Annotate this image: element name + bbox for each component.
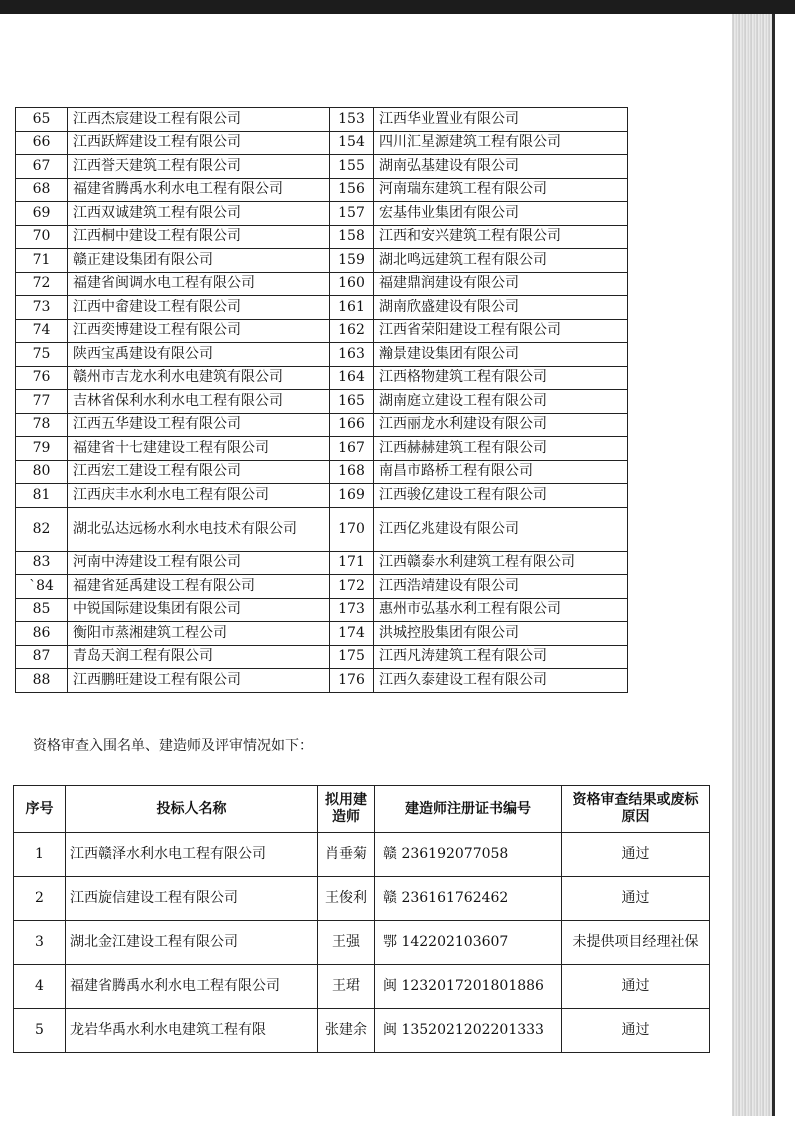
- row-number: 77: [16, 390, 68, 414]
- table-row: [16, 413, 628, 437]
- table-row: [16, 178, 628, 202]
- table-row: [16, 484, 628, 508]
- row-number: 176: [330, 669, 374, 693]
- header-cert: 建造师注册证书编号: [375, 786, 562, 833]
- row-number: 166: [330, 413, 374, 437]
- row-number: `84: [16, 575, 68, 599]
- row-number: 164: [330, 366, 374, 390]
- row-number: 85: [16, 598, 68, 622]
- company-name: 惠州市弘基水利工程有限公司: [374, 598, 628, 622]
- table-row: [16, 390, 628, 414]
- builder-cell: 王珺: [318, 965, 375, 1009]
- bidder-cell: 江西旋信建设工程有限公司: [66, 877, 318, 921]
- table-row: [16, 131, 628, 155]
- cert-cell: 鄂 142202103607: [375, 921, 562, 965]
- company-name: 河南中涛建设工程有限公司: [68, 551, 330, 575]
- company-name: 福建省十七建建设工程有限公司: [68, 437, 330, 461]
- company-name: 福建鼎润建设有限公司: [374, 272, 628, 296]
- row-number: 159: [330, 249, 374, 273]
- seq-cell: 5: [14, 1009, 66, 1053]
- company-name: 江西中畲建设工程有限公司: [68, 296, 330, 320]
- table-row: [16, 249, 628, 273]
- scan-binding-edge: [732, 14, 772, 1116]
- company-name: 江西省荣阳建设工程有限公司: [374, 319, 628, 343]
- row-number: 73: [16, 296, 68, 320]
- row-number: 174: [330, 622, 374, 646]
- company-name: 江西华业置业有限公司: [374, 108, 628, 132]
- company-name: 湖北弘达远杨水利水电技术有限公司: [68, 507, 330, 551]
- table-row: [16, 437, 628, 461]
- table-row: [16, 622, 628, 646]
- row-number: 75: [16, 343, 68, 367]
- row-number: 158: [330, 225, 374, 249]
- cert-cell: 闽 1232017201801886: [375, 965, 562, 1009]
- table-row: [16, 319, 628, 343]
- row-number: 80: [16, 460, 68, 484]
- company-name: 江西丽龙水利建设有限公司: [374, 413, 628, 437]
- table-row: [16, 108, 628, 132]
- company-name: 江西鹏旺建设工程有限公司: [68, 669, 330, 693]
- bidder-cell: 龙岩华禹水利水电建筑工程有限: [66, 1009, 318, 1053]
- company-name: 江西庆丰水利水电工程有限公司: [68, 484, 330, 508]
- row-number: 81: [16, 484, 68, 508]
- row-number: 160: [330, 272, 374, 296]
- table-row: [16, 296, 628, 320]
- table-row: [14, 877, 710, 921]
- company-name: 江西奕博建设工程有限公司: [68, 319, 330, 343]
- row-number: 70: [16, 225, 68, 249]
- header-bidder: 投标人名称: [66, 786, 318, 833]
- row-number: 153: [330, 108, 374, 132]
- result-cell: 通过: [562, 1009, 710, 1053]
- company-name: 福建省闽调水电工程有限公司: [68, 272, 330, 296]
- builder-cell: 肖垂菊: [318, 833, 375, 877]
- table-row: [16, 202, 628, 226]
- result-cell: 未提供项目经理社保: [562, 921, 710, 965]
- row-number: 170: [330, 507, 374, 551]
- row-number: 82: [16, 507, 68, 551]
- header-builder: 拟用建造师: [318, 786, 375, 833]
- table-row: [14, 921, 710, 965]
- builder-cell: 王俊利: [318, 877, 375, 921]
- company-name: 湖南庭立建设工程有限公司: [374, 390, 628, 414]
- company-name: 湖南弘基建设有限公司: [374, 155, 628, 179]
- row-number: 167: [330, 437, 374, 461]
- table-row: [16, 225, 628, 249]
- table-row: [16, 460, 628, 484]
- company-name: 吉林省保利水利水电工程有限公司: [68, 390, 330, 414]
- row-number: 171: [330, 551, 374, 575]
- scan-edge-line: [772, 14, 775, 1116]
- row-number: 168: [330, 460, 374, 484]
- header-row: [14, 786, 710, 833]
- company-name: 江西杰宸建设工程有限公司: [68, 108, 330, 132]
- company-name: 南昌市路桥工程有限公司: [374, 460, 628, 484]
- bidder-cell: 福建省腾禹水利水电工程有限公司: [66, 965, 318, 1009]
- company-name: 江西浩靖建设有限公司: [374, 575, 628, 599]
- company-name: 江西赫赫建筑工程有限公司: [374, 437, 628, 461]
- row-number: 154: [330, 131, 374, 155]
- company-name: 中锐国际建设集团有限公司: [68, 598, 330, 622]
- row-number: 165: [330, 390, 374, 414]
- row-number: 155: [330, 155, 374, 179]
- company-name: 福建省腾禹水利水电工程有限公司: [68, 178, 330, 202]
- row-number: 172: [330, 575, 374, 599]
- table-row: [14, 1009, 710, 1053]
- table-row: [16, 575, 628, 599]
- company-name: 湖北鸣远建筑工程有限公司: [374, 249, 628, 273]
- table-row: [16, 551, 628, 575]
- row-number: 156: [330, 178, 374, 202]
- row-number: 83: [16, 551, 68, 575]
- row-number: 162: [330, 319, 374, 343]
- table-row: [16, 155, 628, 179]
- row-number: 78: [16, 413, 68, 437]
- row-number: 66: [16, 131, 68, 155]
- company-name: 江西桐中建设工程有限公司: [68, 225, 330, 249]
- company-name: 江西久泰建设工程有限公司: [374, 669, 628, 693]
- table-row: [16, 272, 628, 296]
- company-name: 四川汇星源建筑工程有限公司: [374, 131, 628, 155]
- company-name: 江西格物建筑工程有限公司: [374, 366, 628, 390]
- section-intro: 资格审查入围名单、建造师及评审情况如下：: [33, 738, 313, 754]
- header-result: 资格审查结果或废标原因: [562, 786, 710, 833]
- row-number: 76: [16, 366, 68, 390]
- cert-cell: 赣 236161762462: [375, 877, 562, 921]
- company-name: 江西双诚建筑工程有限公司: [68, 202, 330, 226]
- seq-cell: 3: [14, 921, 66, 965]
- result-cell: 通过: [562, 965, 710, 1009]
- seq-cell: 2: [14, 877, 66, 921]
- company-name: 江西凡涛建筑工程有限公司: [374, 645, 628, 669]
- company-name: 江西赣泰水利建筑工程有限公司: [374, 551, 628, 575]
- table-row: [14, 833, 710, 877]
- bidder-list-table: [15, 107, 628, 693]
- result-cell: 通过: [562, 877, 710, 921]
- company-name: 江西和安兴建筑工程有限公司: [374, 225, 628, 249]
- seq-cell: 4: [14, 965, 66, 1009]
- row-number: 68: [16, 178, 68, 202]
- bidder-cell: 湖北金江建设工程有限公司: [66, 921, 318, 965]
- company-name: 江西骏亿建设工程有限公司: [374, 484, 628, 508]
- header-seq: 序号: [14, 786, 66, 833]
- company-name: 青岛天润工程有限公司: [68, 645, 330, 669]
- company-name: 河南瑞东建筑工程有限公司: [374, 178, 628, 202]
- row-number: 175: [330, 645, 374, 669]
- row-number: 67: [16, 155, 68, 179]
- table-row: [16, 669, 628, 693]
- company-name: 洪城控股集团有限公司: [374, 622, 628, 646]
- row-number: 65: [16, 108, 68, 132]
- row-number: 157: [330, 202, 374, 226]
- builder-cell: 王强: [318, 921, 375, 965]
- row-number: 161: [330, 296, 374, 320]
- qualification-review-table: [13, 785, 710, 1053]
- company-name: 江西跃辉建设工程有限公司: [68, 131, 330, 155]
- bidder-cell: 江西赣泽水利水电工程有限公司: [66, 833, 318, 877]
- result-cell: 通过: [562, 833, 710, 877]
- row-number: 87: [16, 645, 68, 669]
- scan-top-border: [0, 0, 795, 14]
- company-name: 江西宏工建设工程有限公司: [68, 460, 330, 484]
- table-row: [14, 965, 710, 1009]
- company-name: 衡阳市蒸湘建筑工程公司: [68, 622, 330, 646]
- row-number: 163: [330, 343, 374, 367]
- row-number: 72: [16, 272, 68, 296]
- company-name: 湖南欣盛建设有限公司: [374, 296, 628, 320]
- table-row: [16, 645, 628, 669]
- row-number: 86: [16, 622, 68, 646]
- table-row: [16, 343, 628, 367]
- row-number: 71: [16, 249, 68, 273]
- company-name: 赣州市吉龙水利水电建筑有限公司: [68, 366, 330, 390]
- builder-cell: 张建余: [318, 1009, 375, 1053]
- table-row: [16, 366, 628, 390]
- row-number: 169: [330, 484, 374, 508]
- row-number: 69: [16, 202, 68, 226]
- cert-cell: 赣 236192077058: [375, 833, 562, 877]
- row-number: 88: [16, 669, 68, 693]
- row-number: 173: [330, 598, 374, 622]
- table-row: [16, 507, 628, 551]
- row-number: 79: [16, 437, 68, 461]
- company-name: 赣正建设集团有限公司: [68, 249, 330, 273]
- company-name: 瀚景建设集团有限公司: [374, 343, 628, 367]
- company-name: 江西五华建设工程有限公司: [68, 413, 330, 437]
- company-name: 福建省延禹建设工程有限公司: [68, 575, 330, 599]
- row-number: 74: [16, 319, 68, 343]
- table-row: [16, 598, 628, 622]
- cert-cell: 闽 1352021202201333: [375, 1009, 562, 1053]
- company-name: 江西亿兆建设有限公司: [374, 507, 628, 551]
- seq-cell: 1: [14, 833, 66, 877]
- company-name: 江西誉天建筑工程有限公司: [68, 155, 330, 179]
- company-name: 宏基伟业集团有限公司: [374, 202, 628, 226]
- company-name: 陕西宝禹建设有限公司: [68, 343, 330, 367]
